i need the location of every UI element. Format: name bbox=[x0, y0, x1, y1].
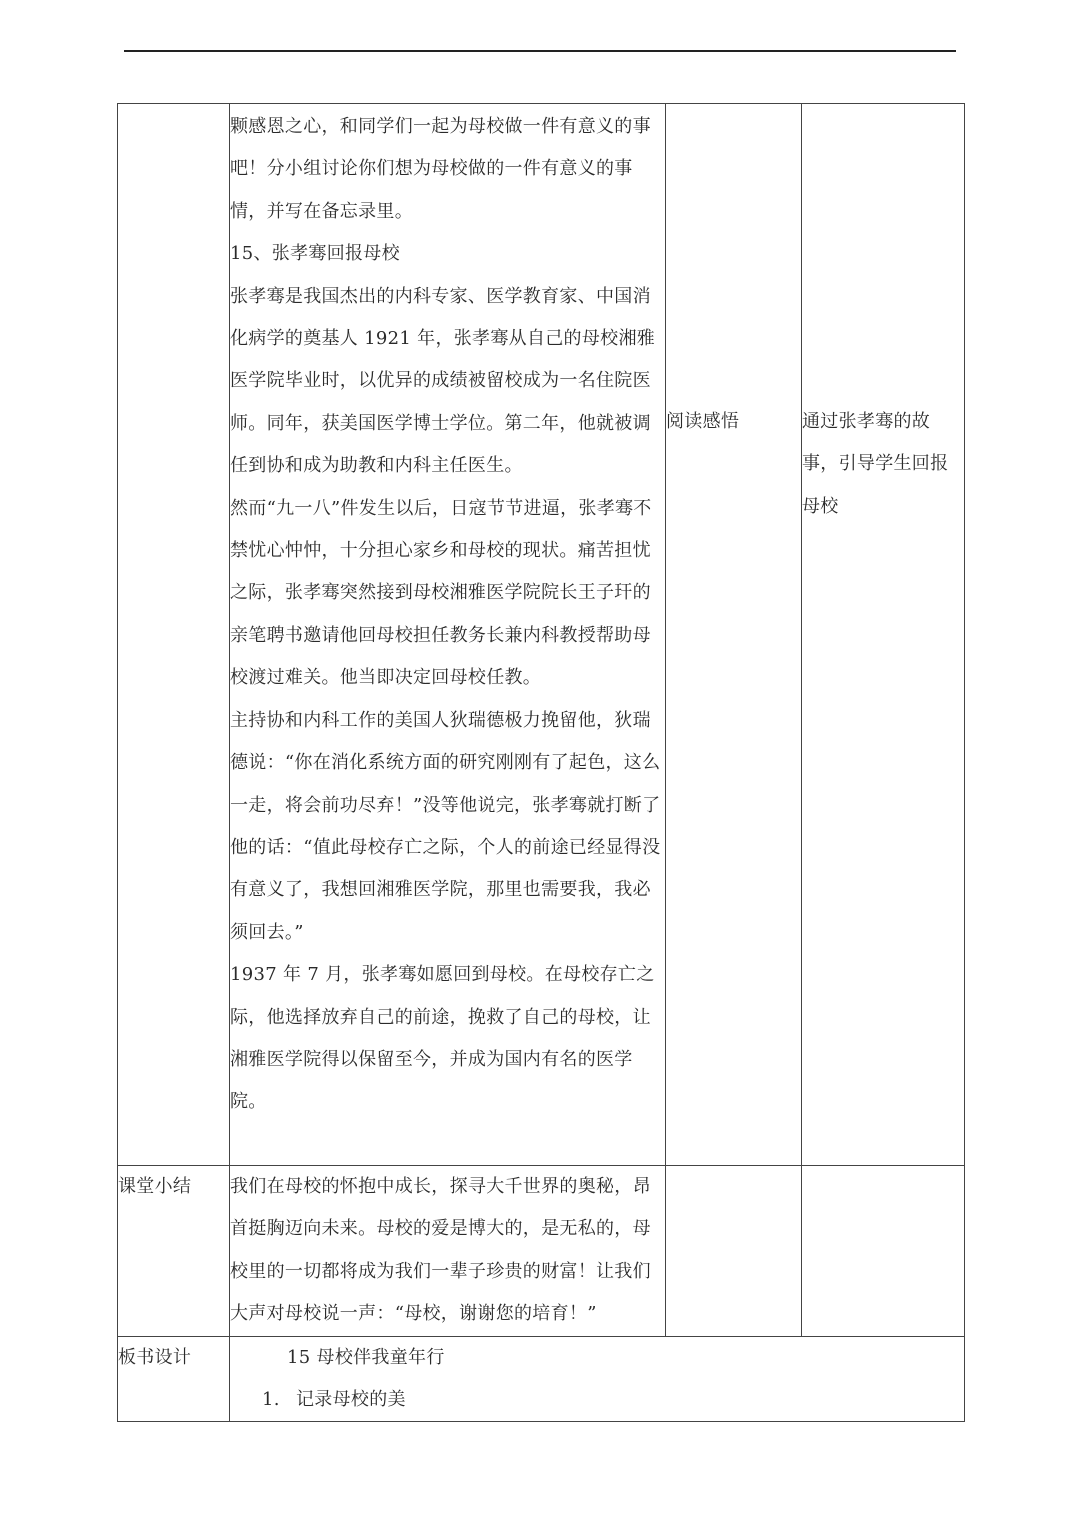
board-list-text: 记录母校的美 bbox=[296, 1389, 406, 1411]
content-paragraph: 1937 年 7 月，张孝骞如愿回到母校。在母校存亡之际，他选择放弃自己的前途，挽救了自己的母校，让湘雅医学院得以保留至今，并成为国内有名的医学院。 bbox=[230, 964, 655, 1113]
summary-content-cell: 我们在母校的怀抱中成长，探寻大千世界的奥秘，昂首挺胸迈向未来。母校的爱是博大的，是无私的，母校里的一切都将成为我们一辈子珍贵的财富！让我们大声对母校说一声：“母校，谢谢您的培育！” bbox=[230, 1166, 666, 1337]
table-row-summary bbox=[118, 1166, 965, 1337]
table-row-reading bbox=[118, 104, 965, 1166]
summary-label-cell: 课堂小结 bbox=[118, 1166, 230, 1337]
row1-stage-cell bbox=[118, 104, 230, 1166]
board-list-item bbox=[230, 1379, 964, 1421]
table-row-board bbox=[118, 1336, 965, 1422]
row1-design-intent-cell: 通过张孝骞的故事，引导学生回报母校 bbox=[802, 104, 965, 1166]
summary-col3-cell bbox=[666, 1166, 802, 1337]
content-paragraph: 然而“九一八”件发生以后，日寇节节进逼，张孝骞不禁忧心忡忡，十分担心家乡和母校的现状。痛苦担忧之际，张孝骞突然接到母校湘雅医学院院长王子玕的亲笔聘书邀请他回母校担任教务长兼内科教授帮助母校渡过难关。他当即决定回母校任教。 bbox=[230, 497, 652, 689]
content-paragraph: 张孝骞是我国杰出的内科专家、医学教育家、中国消化病学的奠基人 1921 年，张孝骞从自己的母校湘雅医学院毕业时，以优异的成绩被留校成为一名住院医师。同年，获美国医学博士学位。第二年，他就被调任到协和成为助教和内科主任医生。 bbox=[230, 285, 656, 477]
row1-content-cell bbox=[230, 104, 666, 1166]
board-label-cell: 板书设计 bbox=[118, 1336, 230, 1422]
header-rule bbox=[124, 50, 956, 52]
lesson-plan-table bbox=[117, 103, 965, 1422]
content-paragraph: 颗感恩之心，和同学们一起为母校做一件有意义的事吧！分小组讨论你们想为母校做的一件有意义的事情，并写在备忘录里。 bbox=[230, 116, 651, 222]
content-paragraph: 主持协和内科工作的美国人狄瑞德极力挽留他，狄瑞德说：“你在消化系统方面的研究刚刚有了起色，这么一走，将会前功尽弃！”没等他说完，张孝骞就打断了他的话：“值此母校存亡之际，个人的前途已经显得没有意义了，我想回湘雅医学院，那里也需要我，我必须回去。” bbox=[230, 709, 661, 943]
summary-col4-cell bbox=[802, 1166, 965, 1337]
board-title: 15 母校伴我童年行 bbox=[287, 1346, 445, 1368]
board-content-cell bbox=[230, 1336, 965, 1422]
row1-student-activity-cell: 阅读感悟 bbox=[666, 104, 802, 1166]
board-list-number: 1. bbox=[262, 1389, 280, 1411]
story-heading: 15、张孝骞回报母校 bbox=[230, 243, 400, 265]
